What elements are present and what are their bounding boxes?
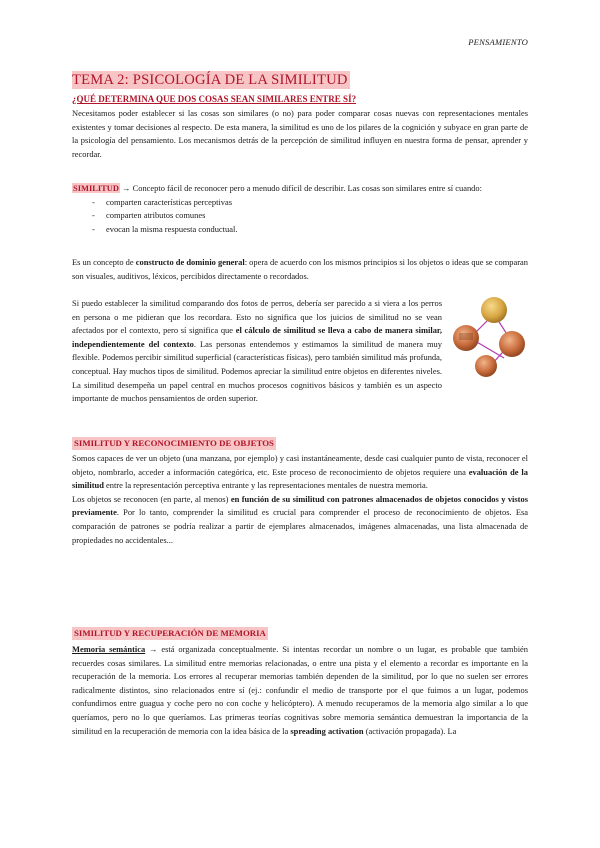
section2-heading: SIMILITUD Y RECONOCIMIENTO DE OBJETOS — [74, 438, 274, 448]
running-header: PENSAMIENTO — [468, 37, 528, 47]
section3-heading: SIMILITUD Y RECUPERACIÓN DE MEMORIA — [74, 628, 266, 638]
similitud-bullets — [72, 196, 528, 237]
bullet-item: - evocan la misma respuesta conductual. — [72, 223, 528, 237]
page-title: TEMA 2: PSICOLOGÍA DE LA SIMILITUD — [72, 72, 348, 88]
section2-body: Somos capaces de ver un objeto (una manzana, por ejemplo) y casi instantáneamente, desde casi cualquier punto de vista, reconocer el objeto, nombrarlo, acceder a información categórica, etc. Este proceso de reconocimiento de objetos requiere una evaluación de la similitud entre la representación perceptiva entrante y las representaciones mentales de nuestra memoria. Los objetos se reconocen (en parte, al menos) en función de su similitud con patrones almacenados de objetos conocidos y vistos previamente. Por lo tanto, comprender la similitud es crucial para comprender el proceso de reconocimiento de objetos. Esa comparación de patrones se podría realizar a partir de ejemplares almacenados, imágenes almacenadas, una lista almacenada de propiedades no accidentales... — [72, 453, 528, 545]
coin-gold — [481, 297, 507, 323]
similitud-definition — [72, 182, 528, 236]
coin-copper — [475, 355, 497, 377]
similitud-text: Concepto fácil de reconocer pero a menudo difícil de describir. Las cosas son similares entre sí cuando: — [132, 183, 482, 193]
section3: SIMILITUD Y RECUPERACIÓN DE MEMORIA Memoria semántica → está organizada conceptualmente. Si intentas recordar un nombre o un lugar, es probable que también recuerdes cosas similares. La similitud entre memorias relacionadas, o entre una pista y el elemento a recordar es importante en la recuperación de la memoria. Los errores al recuperar memorias también dependen de la similitud, por lo que no suelen ser errores radicalmente distintos, sino relacionados entre sí (ej.: confundir el medio de transporte por el que fuimos a un lugar, podemos confundirnos entre guagua y coche pero no con coche y helicóptero). A menudo recuperamos de la memoria algo similar a lo que queríamos, pero no lo que queríamos. Las primeras teorías cognitivas sobre memoria semántica demuestran la importancia de la similitud en la recuperación de memoria con la idea básica de la spreading activation (activación propagada). La — [72, 628, 529, 736]
section-subtitle: ¿QUÉ DETERMINA QUE DOS COSAS SEAN SIMILARES ENTRE SÍ? — [72, 94, 357, 104]
construct-paragraph: Es un concepto de constructo de dominio general: opera de acuerdo con los mismos principios si los objetos o ideas que se comparan son visuales, auditivos, léxicos, percibidos directamente o recordados. — [72, 257, 529, 281]
bullet-item: - comparten características perceptivas — [72, 196, 528, 210]
spreading-activation-bold: spreading activation — [290, 725, 364, 736]
section2-bold-1: evaluación de la similitud — [72, 466, 528, 491]
coin-copper — [499, 331, 525, 357]
memoria-semantica-term: Memoria semántica — [72, 644, 146, 654]
construct-bold: constructo de dominio general — [135, 257, 245, 267]
dogs-bold: el cálculo de similitud se lleva a cabo de manera similar, independientemente del contexto — [72, 325, 442, 349]
dogs-paragraph-top: Si puedo establecer la similitud comparando dos fotos de perros, debería ser parecido a si viera a los perros en persona o me pidieran que los recordara. Esto no significa que los juicios de similitud no se vean afectados por el contexto, pero sí significa que el cálculo de similitud se lleva a cabo de manera similar, independientemente del contexto. Las personas entendemos y estimamos la similitud de manera muy flexible. Podemos percibir similitud superficial (características físicas), pero también similitud más profunda, conceptual. Hay muchos tipos de similitud. Podemos apreciar la similitud entre objetos en diferentes niveles. La similitud desempeña un papel central en muchos procesos cognitivos básicos y también es un aspecto importante de muchos pensamientos de orden superior. — [72, 298, 442, 404]
bullet-item: - comparten atributos comunes — [72, 209, 528, 223]
similitud-label: SIMILITUD — [73, 183, 119, 193]
section2-bold-2: en función de su similitud con patrones almacenados de objetos conocidos y vistos previamente — [72, 493, 528, 518]
intro-paragraph: Necesitamos poder establecer si las cosas son similares (o no) para poder comparar cosas nuevas con representaciones mentales existentes y tomar decisiones al respecto. De esta manera, la similitud es uno de los pilares de la cognición y subyace en gran parte de la psicología del pensamiento. Los mecanismos detrás de la percepción de similitud influyen en nuestra forma de pensar, aprender y recordar. — [72, 108, 528, 159]
coins-similarity-icon — [448, 294, 528, 378]
arrow-glyph: → — [149, 644, 158, 654]
arrow-glyph: → — [122, 183, 131, 193]
